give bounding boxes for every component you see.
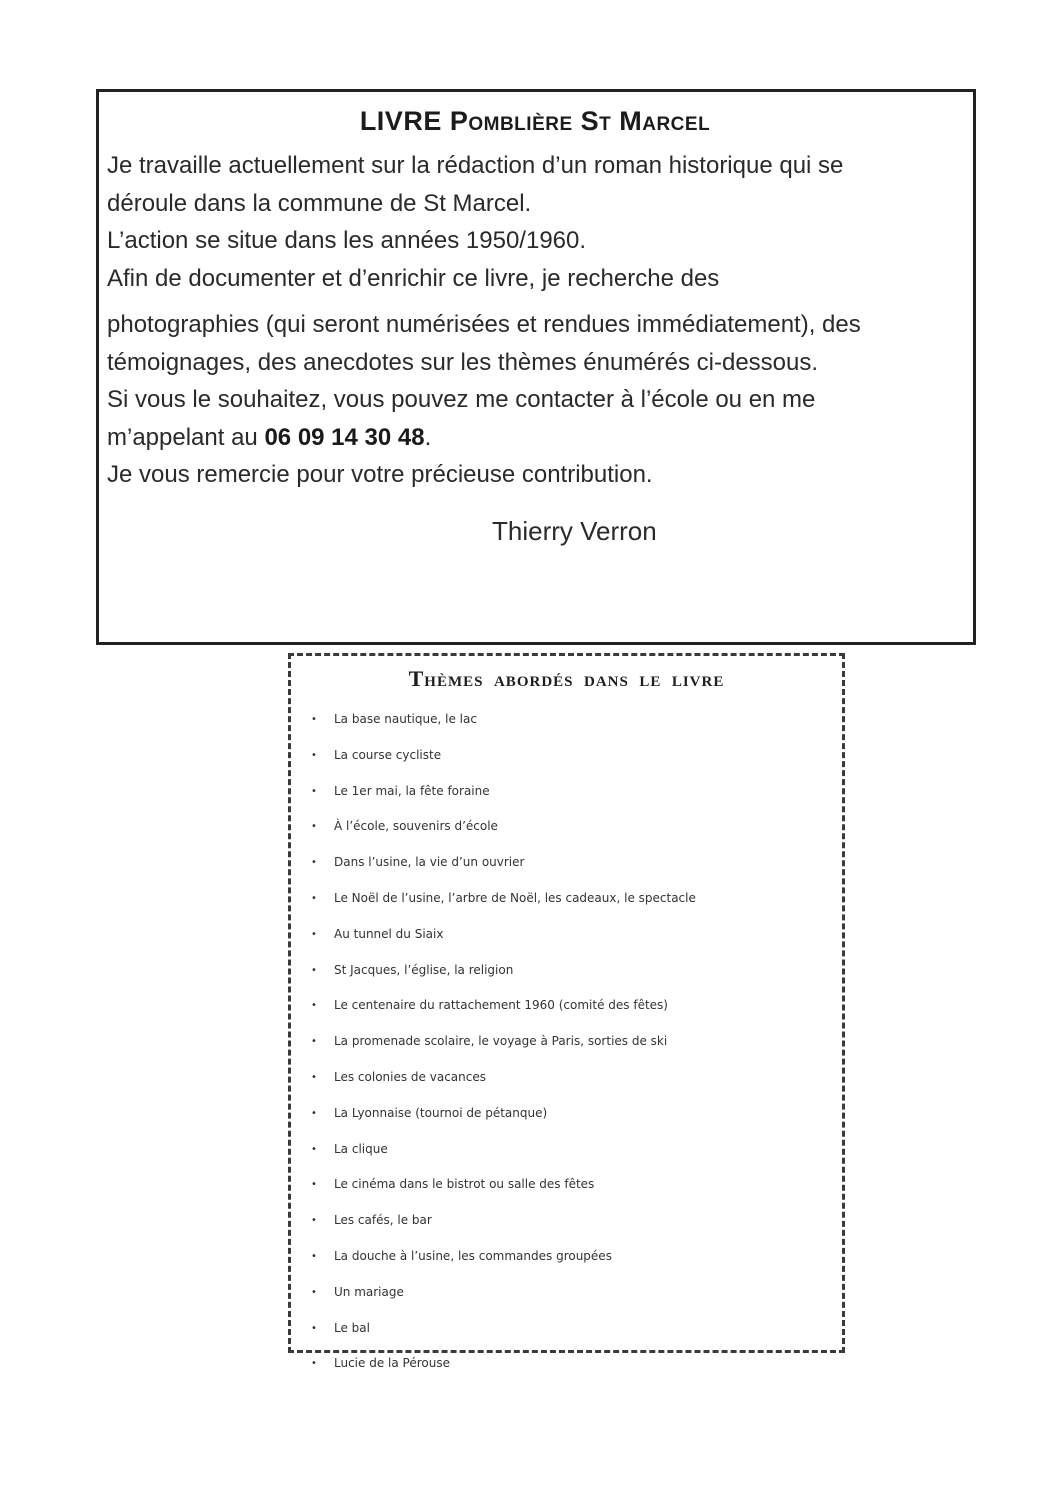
theme-item-label: La base nautique, le lac	[334, 712, 477, 726]
notice-title	[107, 106, 963, 137]
bullet-icon: •	[311, 1358, 317, 1370]
notice-line: Si vous le souhaitez, vous pouvez me contacter à l’école ou en me	[107, 386, 816, 413]
phone-suffix: .	[424, 423, 432, 451]
theme-item-label: Le cinéma dans le bistrot ou salle des fêtes	[334, 1177, 595, 1192]
theme-item-label: Un mariage	[334, 1284, 404, 1299]
themes-list	[291, 702, 842, 1382]
theme-item-label: La Lyonnaise (tournoi de pétanque)	[334, 1105, 548, 1120]
bullet-icon: •	[311, 1071, 317, 1083]
theme-item-label: Le bal	[334, 1320, 370, 1335]
theme-item	[311, 809, 842, 845]
theme-item-label: À l’école, souvenirs d’école	[334, 819, 498, 834]
bullet-icon: •	[311, 1000, 317, 1012]
bullet-icon: •	[311, 1143, 317, 1155]
notice-title-rest: Pomblière St Marcel	[449, 106, 711, 136]
theme-item-label: Les colonies de vacances	[334, 1069, 486, 1084]
theme-item-label: Le Noël de l’usine, l’arbre de Noël, les cadeaux, le spectacle	[334, 890, 696, 905]
bullet-icon: •	[311, 714, 317, 725]
notice-phone-line	[107, 419, 963, 457]
theme-item	[311, 1060, 842, 1096]
bullet-icon: •	[311, 1107, 317, 1119]
notice-line: Je travaille actuellement sur la rédaction d’un roman historique qui se	[107, 152, 844, 179]
bullet-icon: •	[311, 928, 317, 940]
notice-title-main: LIVRE	[359, 106, 442, 136]
theme-item-label: La clique	[334, 1141, 388, 1156]
notice-line: Afin de documenter et d’enrichir ce livre, je recherche des	[107, 264, 720, 292]
theme-item-label: La douche à l’usine, les commandes groupées	[334, 1248, 612, 1263]
themes-title: Thèmes abordés dans le livre	[408, 666, 725, 691]
theme-item	[311, 953, 842, 989]
notice-line: L’action se situe dans les années 1950/1960.	[107, 227, 587, 254]
notice-box	[96, 89, 976, 645]
theme-item	[311, 1275, 842, 1311]
bullet-icon: •	[311, 749, 317, 761]
bullet-icon: •	[311, 821, 317, 833]
theme-item-label: Les cafés, le bar	[334, 1213, 432, 1228]
phone-prefix: m’appelant au	[107, 423, 265, 451]
phone-number: 06 09 14 30 48	[264, 423, 425, 451]
bullet-icon: •	[311, 892, 317, 904]
bullet-icon: •	[311, 857, 317, 869]
theme-item	[311, 1203, 842, 1239]
theme-item	[311, 1167, 842, 1203]
theme-item-label: La promenade scolaire, le voyage à Paris, sorties de ski	[334, 1034, 668, 1049]
theme-item	[311, 1346, 842, 1382]
theme-item-label: Le 1er mai, la fête foraine	[334, 783, 490, 798]
notice-thanks: Je vous remercie pour votre précieuse contribution.	[107, 461, 653, 488]
theme-item	[311, 1239, 842, 1275]
bullet-icon: •	[311, 1250, 317, 1262]
bullet-icon: •	[311, 1179, 317, 1191]
notice-line: témoignages, des anecdotes sur les thèmes énumérés ci-dessous.	[107, 348, 819, 376]
theme-item	[311, 1311, 842, 1347]
theme-item-label: Le centenaire du rattachement 1960 (comité des fêtes)	[334, 998, 668, 1013]
theme-item-label: La course cycliste	[334, 747, 442, 762]
theme-item-label: St Jacques, l’église, la religion	[334, 962, 514, 977]
theme-item	[311, 917, 842, 953]
theme-item	[311, 988, 842, 1024]
theme-item	[311, 1096, 842, 1132]
theme-item-label: Au tunnel du Siaix	[334, 926, 444, 941]
bullet-icon: •	[311, 1286, 317, 1298]
bullet-icon: •	[311, 1322, 317, 1334]
theme-item	[311, 738, 842, 774]
bullet-icon: •	[311, 1215, 317, 1227]
themes-box	[288, 653, 845, 1371]
theme-item	[311, 702, 842, 738]
bullet-icon: •	[311, 964, 317, 976]
notice-body	[107, 147, 963, 494]
theme-item-label: Lucie de la Pérouse	[334, 1356, 450, 1371]
theme-item	[311, 774, 842, 810]
bullet-icon: •	[311, 785, 317, 797]
bullet-icon: •	[311, 1036, 317, 1048]
theme-item	[311, 1132, 842, 1168]
theme-item	[311, 845, 842, 881]
signature: Thierry Verron	[492, 516, 657, 546]
theme-item	[311, 1024, 842, 1060]
notice-line: déroule dans la commune de St Marcel.	[107, 189, 532, 217]
notice-line: photographies (qui seront numérisées et rendues immédiatement), des	[107, 311, 861, 338]
theme-item	[311, 881, 842, 917]
theme-item-label: Dans l’usine, la vie d’un ouvrier	[334, 855, 525, 870]
